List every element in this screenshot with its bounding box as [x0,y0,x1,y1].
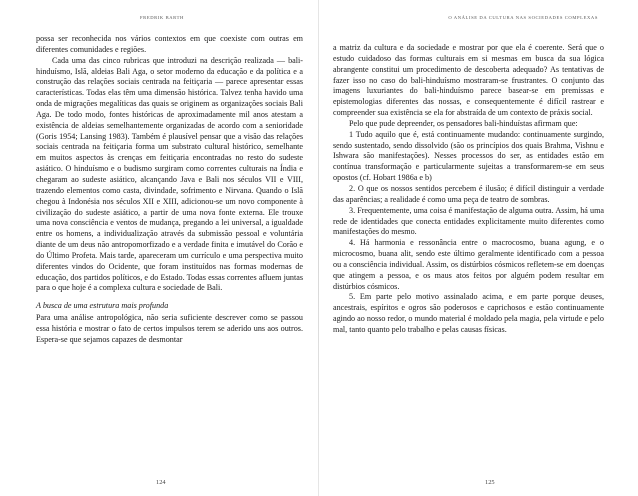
section-subheading: A busca de uma estrutura mais profunda [36,301,169,311]
right-page [319,0,638,496]
principle-3: 3. Frequentemente, uma coisa é manifestação de alguma outra. Assim, há uma rede de identidades que conecta entidades explicitamente muito diferentes como manifestações do mesmo. [333,205,604,237]
left-paragraph-2: Cada uma das cinco rubricas que introduzi na descrição realizada — bali-hinduísmo, Islã, aldeias Bali Aga, o setor moderno da educação e da política e a construção das relações sociais centrada na feitiçaria — parece apresentar essas características. Todas elas têm uma dimensão histórica. Talvez tenha havido uma onda de migrações megalíticas das quais se originem as organizações sociais Bali Aga. De todo modo, fontes históricas de aproximadamente mil anos atestam a existência de aldeias semelhantemente organizadas de acordo com a senioridade (Goris 1954; Lansing 1983). Também é plausível pensar que a visão das relações sociais centrada na feitiçaria forma um substrato cultural histórico, semelhante em muitos aspectos às crenças em feitiçaria encontradas no resto do sudeste asiático. O hinduísmo e o budismo surgiram como correntes culturais na Índia e chegaram ao sudeste asiático, alcançando Java e Bali nos séculos VII e VIII, trazendo elementos como casta, divindade, sofrimento e Nirvana. Quando o Islã chegou à Indonésia nos séculos XII e XIII, adicionou-se um novo componente à civilização do sudeste asiático, a partir de uma nova fonte externa. Ele trouxe uma nova consciência e ventos de mudança, pregando a lei universal, a igualdade entre os homens, a individualização através da submissão pessoal e voluntária diante de um deus não antropomorfizado e a verdade finita e imutável do Corão e do Último Profeta. Mais tarde, apareceram um currículo e uma perspectiva muito diferentes vindos do Ocidente, que foram instituídos nas formas modernas de educação, dos partidos políticos, e do Estado. Todas essas correntes afluem juntas para o que hoje é a complexa cultura e sociedade de Bali. [36,55,303,293]
left-paragraph-1: possa ser reconhecida nos vários contextos em que coexiste com outras em diferentes comunidades e regiões. [36,34,303,54]
page-number-left: 124 [156,479,166,486]
principle-2: 2. O que os nossos sentidos percebem é ilusão; é difícil distinguir a verdade das aparências; a realidade é como uma peça de teatro de sombras. [333,183,604,204]
principle-4: 4. Há harmonia e ressonância entre o macrocosmo, buana agung, e o microcosmo, buana alit, sendo este último geralmente identificado com a pessoa ou a consciência individual. Assim, os distúrbios cósmicos refletem-se em doenças que atingem a pessoa, e os maus atos feitos por alguém podem resultar em distúrbios cósmicos. [333,238,604,291]
right-paragraph-2: Pelo que pude depreender, os pensadores bali-hinduístas afirmam que: [349,118,578,128]
running-head-left: FREDRIK BARTH [140,15,184,20]
principle-5: 5. Em parte pelo motivo assinalado acima, e em parte porque deuses, ancestrais, espíritos e ogros são poderosos e caprichosos e estão continuamente agindo ao nosso redor, o mundo material é moldado pela magia, pela virtude e pelo mal, tanto quanto pelo trabalho e pelas causas físicas. [333,292,604,334]
right-paragraph-1: a matriz da cultura e da sociedade e mostrar por que ela é coerente. Será que o estudo cuidadoso das formas culturais em si mesmas em busca da sua lógica abrangente constitui um procedimento de descoberta adequado? As tentativas de fazer isso no caso do bali-hinduísmo mostraram-se frustrantes. O conjunto das imagens luxuriantes do bali-hinduísmo parece basear-se em premissas e epistemologias diferentes das nossas, e consequentemente é difícil rastrear e compreender sua existência se ela for abstraída de um contexto de práxis social. [333,43,604,118]
left-body-text [36,34,303,346]
principle-1: 1 Tudo aquilo que é, está continuamente mudando: continuamente surgindo, sendo sustentado, sendo dissolvido (são os princípios dos quais Brahma, Vishnu e Ishwara são manifestações). Nesses processos do ser, as entidades estão em contínua transformação e particularmente sujeitas a transformarem-se em seus opostos (cf. Hobart 1986a e b) [333,129,604,183]
page-number-right: 125 [485,479,495,486]
right-body-text [333,43,604,336]
running-head-right: O ANÁLISE DA CULTURA NAS SOCIEDADES COMPLEXAS [448,15,598,20]
left-paragraph-3: Para uma análise antropológica, não seria suficiente descrever como se passou essa história e mostrar o fato de certos impulsos terem se aderido uns aos outros. Espera-se que sejamos capazes de desmontar [36,313,303,344]
